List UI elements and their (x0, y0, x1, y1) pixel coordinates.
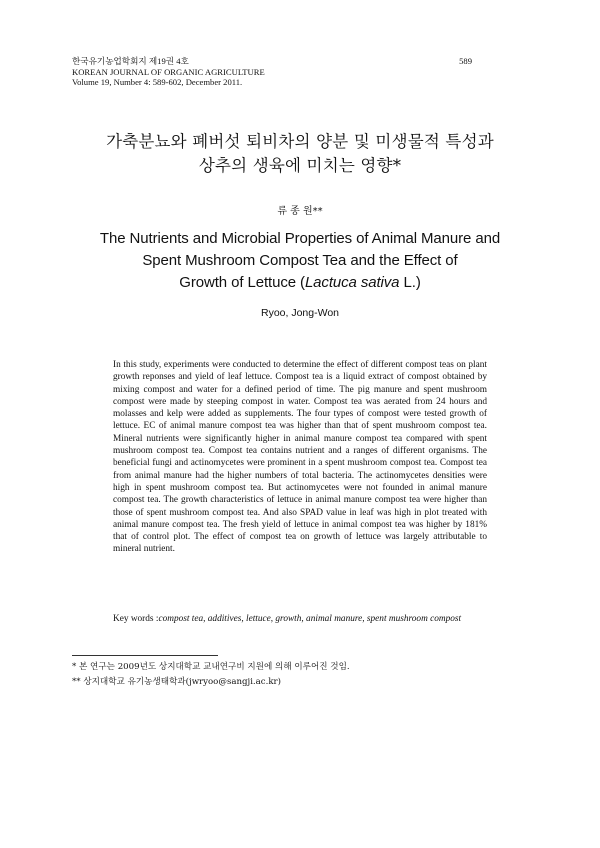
title-korean-line-1: 가축분뇨와 폐버섯 퇴비차의 양분 및 미생물적 특성과 (106, 132, 494, 151)
keywords-values: compost tea, additives, lettuce, growth, animal manure, spent mushroom compost (158, 614, 462, 624)
title-korean (0, 130, 600, 178)
footnote-divider (72, 655, 218, 656)
abstract: In this study, experiments were conducted to determine the effect of different compost teas on plant growth reponses and yield of leaf lettuce. Compost tea is a liquid extract of compost obtained by mixing compost and water for a defined period of time. The pig manure and spent mushroom compost were made by steeping compost in water. Compost tea was aerated from 24 hours and molasses and kelp were added as supplements. The four types of compost were tested growth of lettuce. EC of animal manure compost tea was higher than that of spent mushroom compost tea. Mineral nutrients were significantly higher in animal manure compost tea compared with spent mushroom compost tea. Compost tea contains nutrient and a ranges of different organisms. The beneficial fungi and actinomycetes were prominent in a spent mushroom compost tea. Compost tea from animal manure had the higher numbers of total bacteria. The actinomycetes densities were high in spent mushroom compost tea. But actinomycetes were not founded in animal manure compost tea. The growth characteristics of lettuce in animal manure compost tea were higher than those of spent mushroom compost tea. And also SPAD value in leaf was high in plot treated with animal manure compost tea. The fresh yield of lettuce in animal compost tea was higher by 181% that of control plot. The effect of compost tea on growth of lettuce was largely attributable to mineral nutrient. (113, 360, 487, 555)
title-english-line-3 (0, 272, 600, 294)
author-korean: 류 종 원** (277, 206, 323, 217)
journal-name-ko: 한국유기농업학회지 제19권 4호 (72, 56, 189, 66)
title-english (0, 228, 600, 294)
page-number: 589 (459, 56, 472, 66)
title-korean-line-2: 상추의 생육에 미치는 영향* (198, 156, 402, 175)
title-english-line-2: Spent Mushroom Compost Tea and the Effect of (142, 252, 458, 269)
author-english: Ryoo, Jong-Won (260, 307, 339, 319)
journal-volume-info: Volume 19, Number 4: 589-602, December 2011. (72, 77, 243, 87)
title-english-line-1: The Nutrients and Microbial Properties of Animal Manure and (99, 230, 501, 247)
scientific-name: Lactuca sativa (304, 274, 400, 291)
keywords-label: Key words : (113, 614, 159, 624)
footnotes (72, 660, 350, 689)
keywords (113, 613, 487, 626)
journal-header (72, 56, 265, 88)
title-english-line-3-prefix: Growth of Lettuce ( (179, 274, 305, 291)
footnote-affiliation: ** 상지대학교 유기농생태학과(jwryoo@sangji.ac.kr) (72, 676, 282, 687)
footnote-funding: * 본 연구는 2009년도 상지대학교 교내연구비 지원에 의해 이루어진 것임. (72, 662, 350, 672)
title-english-line-3-suffix: L.) (399, 274, 421, 291)
journal-name-en: KOREAN JOURNAL OF ORGANIC AGRICULTURE (72, 66, 265, 77)
